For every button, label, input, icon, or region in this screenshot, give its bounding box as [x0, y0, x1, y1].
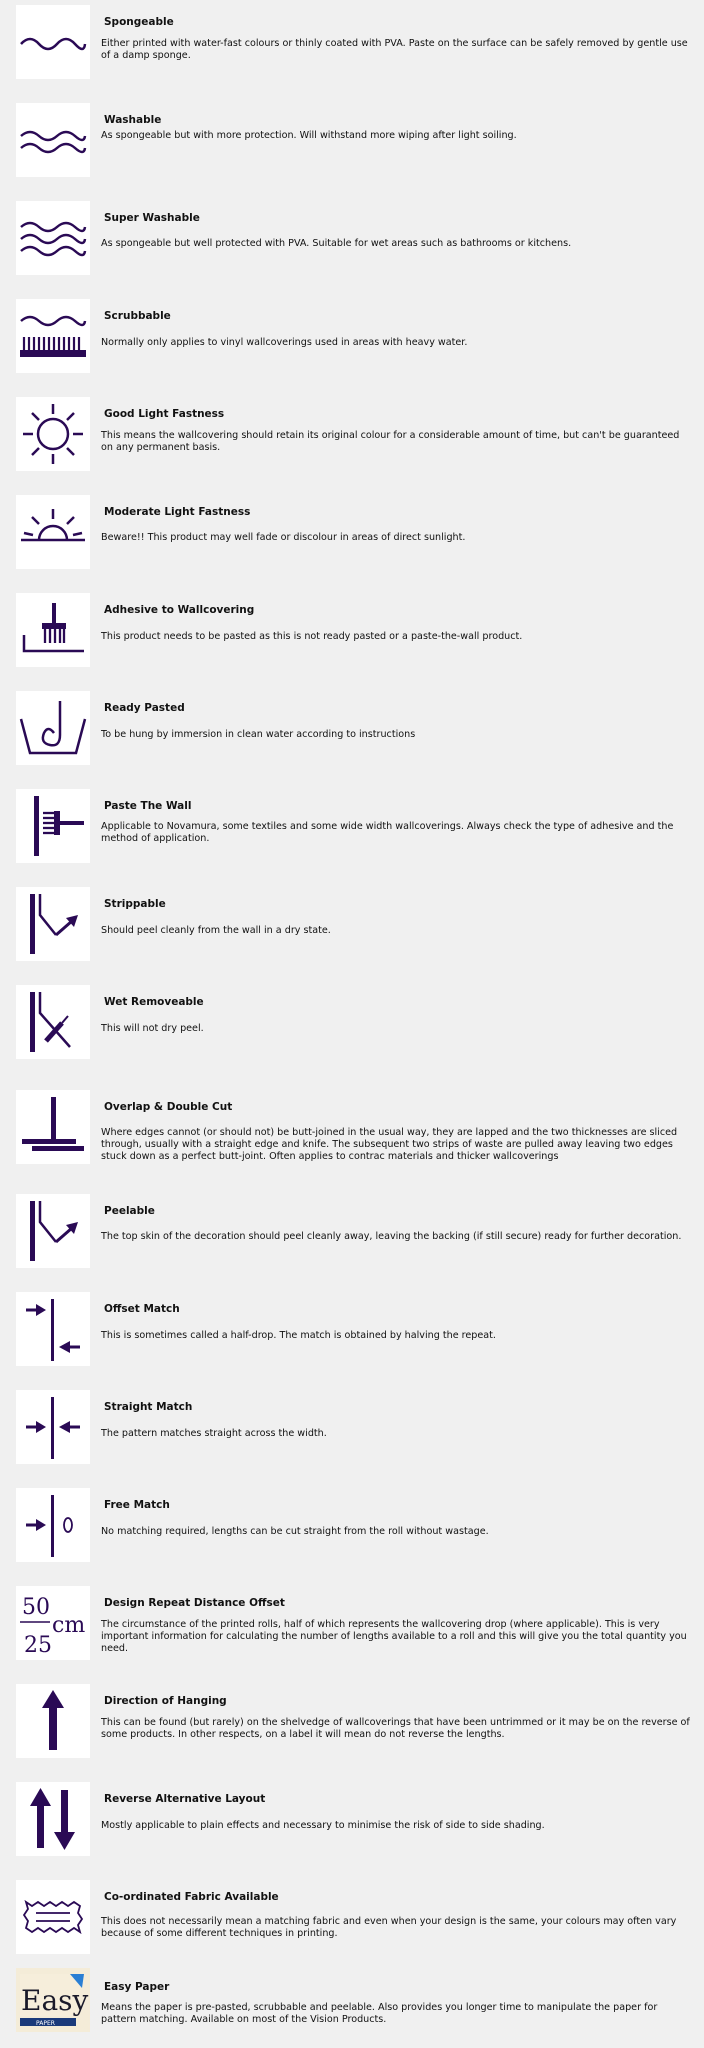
fabric-swatch-icon	[16, 1880, 90, 1954]
easy-paper-logo-icon	[16, 1968, 90, 2032]
entry-title: Strippable	[104, 898, 166, 910]
entry-title: Easy Paper	[104, 1981, 170, 1993]
entry-description: No matching required, lengths can be cut straight from the roll without wastage.	[101, 1526, 489, 1537]
entry-title: Reverse Alternative Layout	[104, 1793, 266, 1805]
entry-description: Either printed with water-fast colours or thinly coated with PVA. Paste on the surface can be safely removed by gentle use of a damp sponge.	[101, 38, 688, 61]
entry-description: As spongeable but well protected with PVA. Suitable for wet areas such as bathrooms or kitchens.	[101, 238, 572, 249]
entry-title: Spongeable	[104, 16, 174, 28]
scrubbable-brush-icon	[16, 299, 90, 373]
repeat-unit: cm	[52, 1613, 86, 1638]
entry-description: Means the paper is pre-pasted, scrubbable and peelable. Also provides you longer time to manipulate the paper for pattern matching. Available on most of the Vision Products.	[101, 2002, 658, 2025]
wave-double-icon	[16, 103, 90, 177]
straight-match-icon	[16, 1390, 90, 1464]
entry-title: Ready Pasted	[104, 702, 185, 714]
repeat-distance-icon	[16, 1586, 90, 1660]
water-trough-icon	[16, 691, 90, 765]
easy-logo-text: Easy	[21, 1984, 89, 2017]
entry-description: To be hung by immersion in clean water according to instructions	[101, 729, 416, 740]
entry-title: Overlap & Double Cut	[104, 1101, 233, 1113]
entry-description: This does not necessarily mean a matching fabric and even when your design is the same, your colours may often vary because of some different techniques in printing.	[101, 1916, 677, 1939]
entry-description: The top skin of the decoration should peel cleanly away, leaving the backing (if still secure) ready for further decoration.	[101, 1231, 682, 1242]
entry-title: Moderate Light Fastness	[104, 506, 251, 518]
entry-description: The circumstance of the printed rolls, half of which represents the wallcovering drop (where applicable). This is very important information for calculating the number of lengths available to a roll and this will give you the total quantity you need.	[101, 1619, 687, 1654]
entry-description: Beware!! This product may well fade or discolour in areas of direct sunlight.	[101, 532, 466, 543]
half-sun-icon	[16, 495, 90, 569]
entry-title: Good Light Fastness	[104, 408, 225, 420]
strippable-icon	[16, 887, 90, 961]
entry-title: Adhesive to Wallcovering	[104, 604, 255, 616]
entry-description: As spongeable but with more protection. Will withstand more wiping after light soiling.	[101, 130, 517, 141]
entry-title: Direction of Hanging	[104, 1695, 227, 1707]
entry-description: Mostly applicable to plain effects and necessary to minimise the risk of side to side shading.	[101, 1820, 545, 1831]
entry-description: Where edges cannot (or should not) be butt-joined in the usual way, they are lapped and the two thicknesses are sliced through, usually with a straight edge and knife. The subsequent two strips of waste are pulled away leaving two edges stuck down as a perfect butt-joint. Often applies to contrac materials and thicker wallcoverings	[101, 1127, 678, 1162]
entry-title: Paste The Wall	[104, 800, 192, 812]
entry-description: This can be found (but rarely) on the shelvedge of wallcoverings that have been untrimmed or it may be on the reverse of some products. In other respects, on a label it will mean do not reverse the lengths.	[101, 1717, 690, 1740]
entry-title: Washable	[104, 114, 162, 126]
entry-title: Free Match	[104, 1499, 170, 1511]
entry-title: Wet Removeable	[104, 996, 204, 1008]
entry-title: Peelable	[104, 1205, 155, 1217]
paste-brush-icon	[16, 593, 90, 667]
easy-logo-tagline: PAPER	[36, 2020, 55, 2027]
full-sun-icon	[16, 397, 90, 471]
free-match-icon	[16, 1488, 90, 1562]
entry-description: The pattern matches straight across the width.	[101, 1428, 327, 1439]
entry-description: Applicable to Novamura, some textiles and some wide width wallcoverings. Always check the type of adhesive and the method of application.	[101, 821, 674, 844]
entry-description: Should peel cleanly from the wall in a dry state.	[101, 925, 331, 936]
up-down-arrows-icon	[16, 1782, 90, 1856]
entry-description: This means the wallcovering should retain its original colour for a considerable amount of time, but can't be guaranteed on any permanent basis.	[101, 430, 680, 453]
entry-title: Co-ordinated Fabric Available	[104, 1891, 279, 1903]
repeat-bottom-value: 25	[24, 1633, 52, 1658]
wave-single-icon	[16, 5, 90, 79]
entry-title: Offset Match	[104, 1303, 180, 1315]
entry-description: This is sometimes called a half-drop. The match is obtained by halving the repeat.	[101, 1330, 496, 1341]
entry-description: Normally only applies to vinyl wallcoverings used in areas with heavy water.	[101, 337, 468, 348]
wet-remove-icon	[16, 985, 90, 1059]
entry-description: This product needs to be pasted as this is not ready pasted or a paste-the-wall product.	[101, 631, 523, 642]
entry-title: Scrubbable	[104, 310, 171, 322]
up-arrow-icon	[16, 1684, 90, 1758]
entry-title: Super Washable	[104, 212, 200, 224]
repeat-top-value: 50	[22, 1595, 50, 1620]
overlap-cut-icon	[16, 1090, 90, 1164]
paste-wall-icon	[16, 789, 90, 863]
entry-description: This will not dry peel.	[101, 1023, 204, 1034]
entry-title: Design Repeat Distance Offset	[104, 1597, 285, 1609]
entry-title: Straight Match	[104, 1401, 193, 1413]
peelable-icon	[16, 1194, 90, 1268]
wave-triple-icon	[16, 201, 90, 275]
offset-match-icon	[16, 1292, 90, 1366]
